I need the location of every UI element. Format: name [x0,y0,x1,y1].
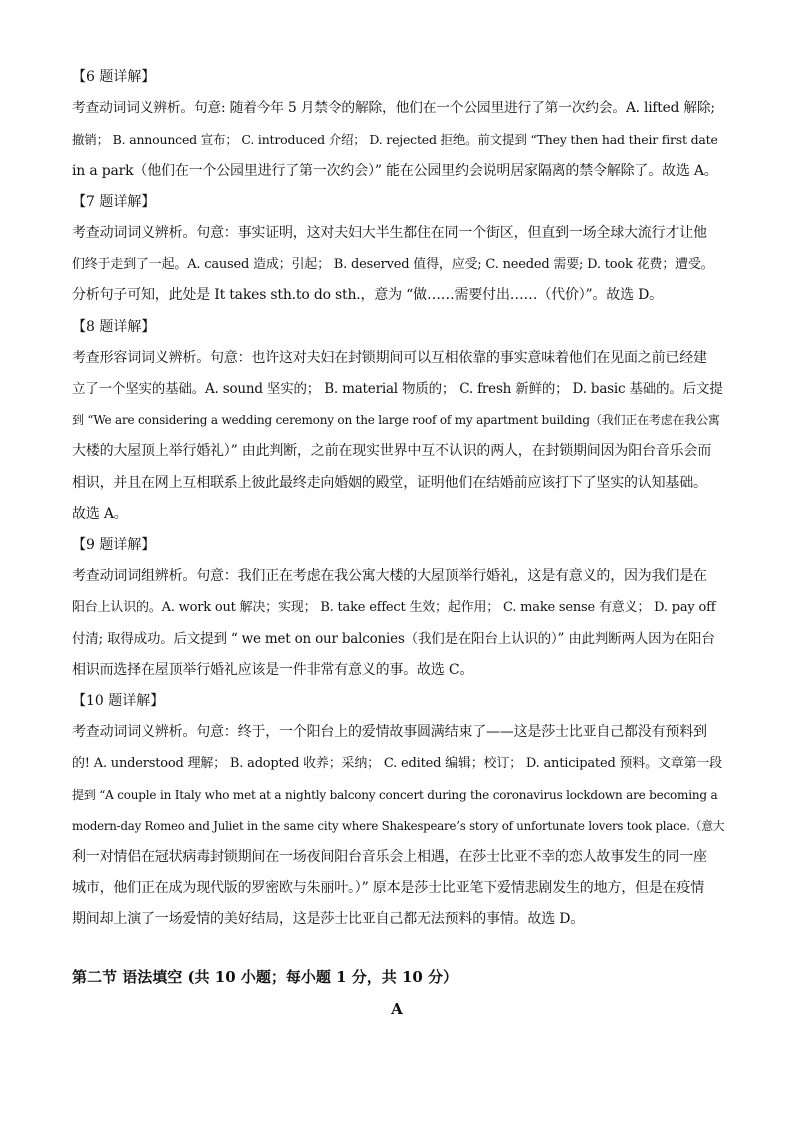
q10-line-4: modern-day Romeo and Juliet in the same city where Shakespeare’s story of unfortunate lovers took place.（意大 [72,818,724,833]
q10-heading: 【10 题详解】 [72,693,165,710]
q6-line-3: in a park（他们在一个公园里进行了第一次约会）” 能在公园里约会说明居家隔离的禁令解除了。故选 A。 [72,162,718,179]
q9-line-3: 付清; 取得成功。后文提到 “ we met on our balconies（我们是在阳台上认识的）” 由此判断两人因为在阳台 [72,630,715,647]
q7-line-1: 考查动词词义辨析。句意：事实证明，这对夫妇大半生都住在同一个街区，但直到一场全球大流行才让他 [72,225,707,242]
q8-line-1: 考查形容词词义辨析。句意：也许这对夫妇在封锁期间可以互相依靠的事实意味着他们在见面之前已经建 [72,349,707,366]
q10-line-7: 期间却上演了一场爱情的美好结局，这是莎士比亚自己都无法预料的事情。故选 D。 [72,911,585,928]
q10-line-5: 利一对情侣在冠状病毒封锁期间在一场夜间阳台音乐会上相遇，在莎士比亚不幸的恋人故事发生的同一座 [72,849,707,866]
q9-line-1: 考查动词词组辨析。句意：我们正在考虑在我公寓大楼的大屋顶举行婚礼，这是有意义的，因为我们是在 [72,568,707,585]
q8-line-4: 大楼的大屋顶上举行婚礼）” 由此判断，之前在现实世界中互不认识的两人，在封锁期间因为阳台音乐会而 [72,443,712,460]
q10-line-2: 的! A. understood 理解； B. adopted 收养；采纳； C. edited 编辑；校订； D. anticipated 预料。文章第一段 [72,756,722,772]
q7-line-3: 分析句子可知，此处是 It takes sth.to do sth.，意为 “做……需要付出……（代价）”。故选 D。 [72,287,663,304]
q7-heading: 【7 题详解】 [72,193,156,210]
q8-line-2: 立了一个坚实的基础。A. sound 坚实的； B. material 物质的； C. fresh 新鲜的； D. basic 基础的。后文提 [72,381,723,398]
q7-line-2: 们终于走到了一起。A. caused 造成；引起； B. deserved 值得，应受; C. needed 需要; D. took 花费；遭受。 [72,257,714,273]
q10-line-3: 提到 “A couple in Italy who met at a nightly balcony concert during the coronavirus lockdown are becoming a [72,787,718,802]
q10-line-1: 考查动词词义辨析。句意：终于，一个阳台上的爱情故事圆满结束了——这是莎士比亚自己都没有预料到 [72,724,707,741]
q8-line-6: 故选 A。 [72,505,128,522]
q8-line-3: 到 “We are considering a wedding ceremony on the large roof of my apartment building（我们正在考虑在我公寓 [72,413,720,428]
answer-explanations [72,62,724,936]
q10-line-6: 城市，他们正在成为现代版的罗密欧与朱丽叶。）” 原本是莎士比亚笔下爱情悲剧发生的地方，但是在疫情 [72,880,705,897]
q9-line-4: 相识而选择在屋顶举行婚礼应该是一件非常有意义的事。故选 C。 [72,661,474,678]
passage-label: A [391,1000,403,1018]
q9-line-2: 阳台上认识的。A. work out 解决；实现； B. take effect 生效；起作用； C. make sense 有意义； D. pay off [72,600,716,616]
q6-line-1: 考查动词词义辨析。句意: 随着今年 5 月禁令的解除，他们在一个公园里进行了第一次约会。A. lifted 解除; [72,100,715,117]
section-title: 第二节 语法填空 (共 10 小题；每小题 1 分，共 10 分） [72,968,459,986]
q6-heading: 【6 题详解】 [72,69,156,85]
q9-heading: 【9 题详解】 [72,537,156,554]
q8-heading: 【8 题详解】 [72,318,156,335]
q8-line-5: 相识，并且在网上互相联系上彼此最终走向婚姻的殿堂，证明他们在结婚前应该打下了坚实的认知基础。 [72,474,707,491]
q6-line-2: 撤销； B. announced 宣布； C. introduced 介绍； D. rejected 拒绝。前文提到 “They then had their first date [72,132,718,148]
